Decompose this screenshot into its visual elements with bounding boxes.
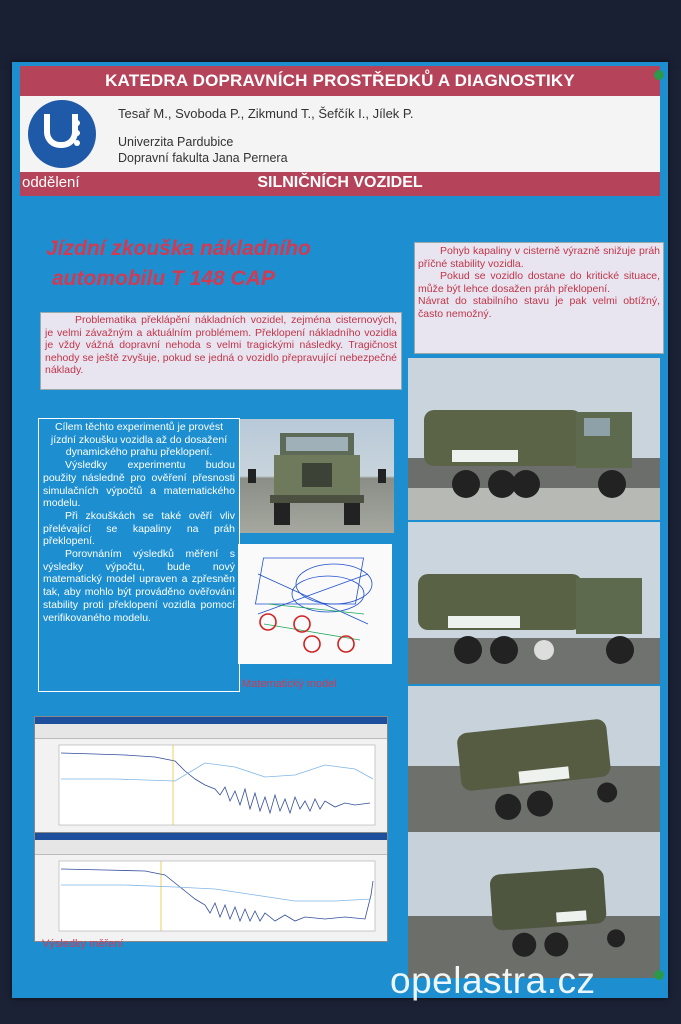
- goals-box: [38, 418, 240, 692]
- goals-text-2: Výsledky experimentu budou použity následně pro ověření přesnosti simulačních výpočtů a matematického modelu.: [43, 459, 235, 510]
- poster: [12, 62, 668, 998]
- poster-title-line2: automobilu T 148 CAP: [52, 267, 275, 290]
- background-top: [0, 0, 681, 70]
- intro-box: [40, 312, 402, 390]
- math-model-caption: Matematický model: [242, 678, 337, 690]
- truck-photo-3: [408, 686, 660, 832]
- intro-text: Problematika překlápění nákladních vozidel, zejména cisternových, je velmi závažným a aktuálním problémem. Překlopení nákladního vozidla je vždy vážná dopravní nehoda s velmi tragickými následky. Tragičnost nehody se ještě zvyšuje, pokud se jedná o vozidlo přepravující nebezpečné náklady.: [45, 314, 397, 376]
- math-model-image: [238, 544, 392, 664]
- liquid-box: [414, 242, 664, 354]
- measurement-graph-1: [34, 716, 388, 836]
- measurement-graph-2: [34, 832, 388, 942]
- poster-title-line1: Jízdní zkouška nákladního: [46, 237, 311, 260]
- results-caption: Výsledky měření: [42, 938, 124, 950]
- pin-icon: [654, 70, 664, 80]
- goals-text-3: Při zkouškách se také ověří vliv přelévající se kapaliny na práh překlopení.: [43, 509, 235, 548]
- liquid-text-2: Pokud se vozidlo dostane do kritické situace, může být lehce dosažen práh překlopení.: [418, 270, 660, 295]
- university-logo-icon: [28, 100, 96, 168]
- section-header: [20, 172, 660, 196]
- pin-icon: [654, 970, 664, 980]
- truck-photo-2: [408, 522, 660, 684]
- faculty-name: Dopravní fakulta Jana Pernera: [118, 151, 288, 165]
- goals-text-1: Cílem těchto experimentů je provést jízdní zkoušku vozidla až do dosažení dynamického prahu překlopení.: [50, 421, 228, 459]
- truck-photo-4: [408, 832, 660, 978]
- authors-text: Tesař M., Svoboda P., Zikmund T., Šefčík I., Jílek P.: [118, 106, 414, 121]
- author-band: [20, 96, 660, 172]
- liquid-text-1: Pohyb kapaliny v cisterně výrazně snižuje práh příčné stability vozidla.: [418, 245, 660, 270]
- liquid-text-3: Návrat do stabilního stavu je pak velmi obtížný, často nemožný.: [418, 295, 660, 320]
- poster-title: [46, 234, 311, 294]
- affiliation: [118, 134, 288, 166]
- truck-front-photo: [240, 419, 394, 533]
- watermark: opelastra.cz: [390, 960, 596, 1001]
- university-name: Univerzita Pardubice: [118, 135, 234, 149]
- department-header: KATEDRA DOPRAVNÍCH PROSTŘEDKŮ A DIAGNOSTIKY: [20, 66, 660, 96]
- section-label: oddělení: [22, 174, 80, 191]
- goals-text-4: Porovnáním výsledků měření s výsledky výpočtu, bude nový matematický model upraven a zpřesněn tak, aby mohlo být prováděno ověřování stability proti překlopení vozidla pomocí verifikovaného modelu.: [43, 548, 235, 624]
- section-title: SILNIČNÍCH VOZIDEL: [257, 174, 423, 191]
- truck-photo-1: [408, 358, 660, 520]
